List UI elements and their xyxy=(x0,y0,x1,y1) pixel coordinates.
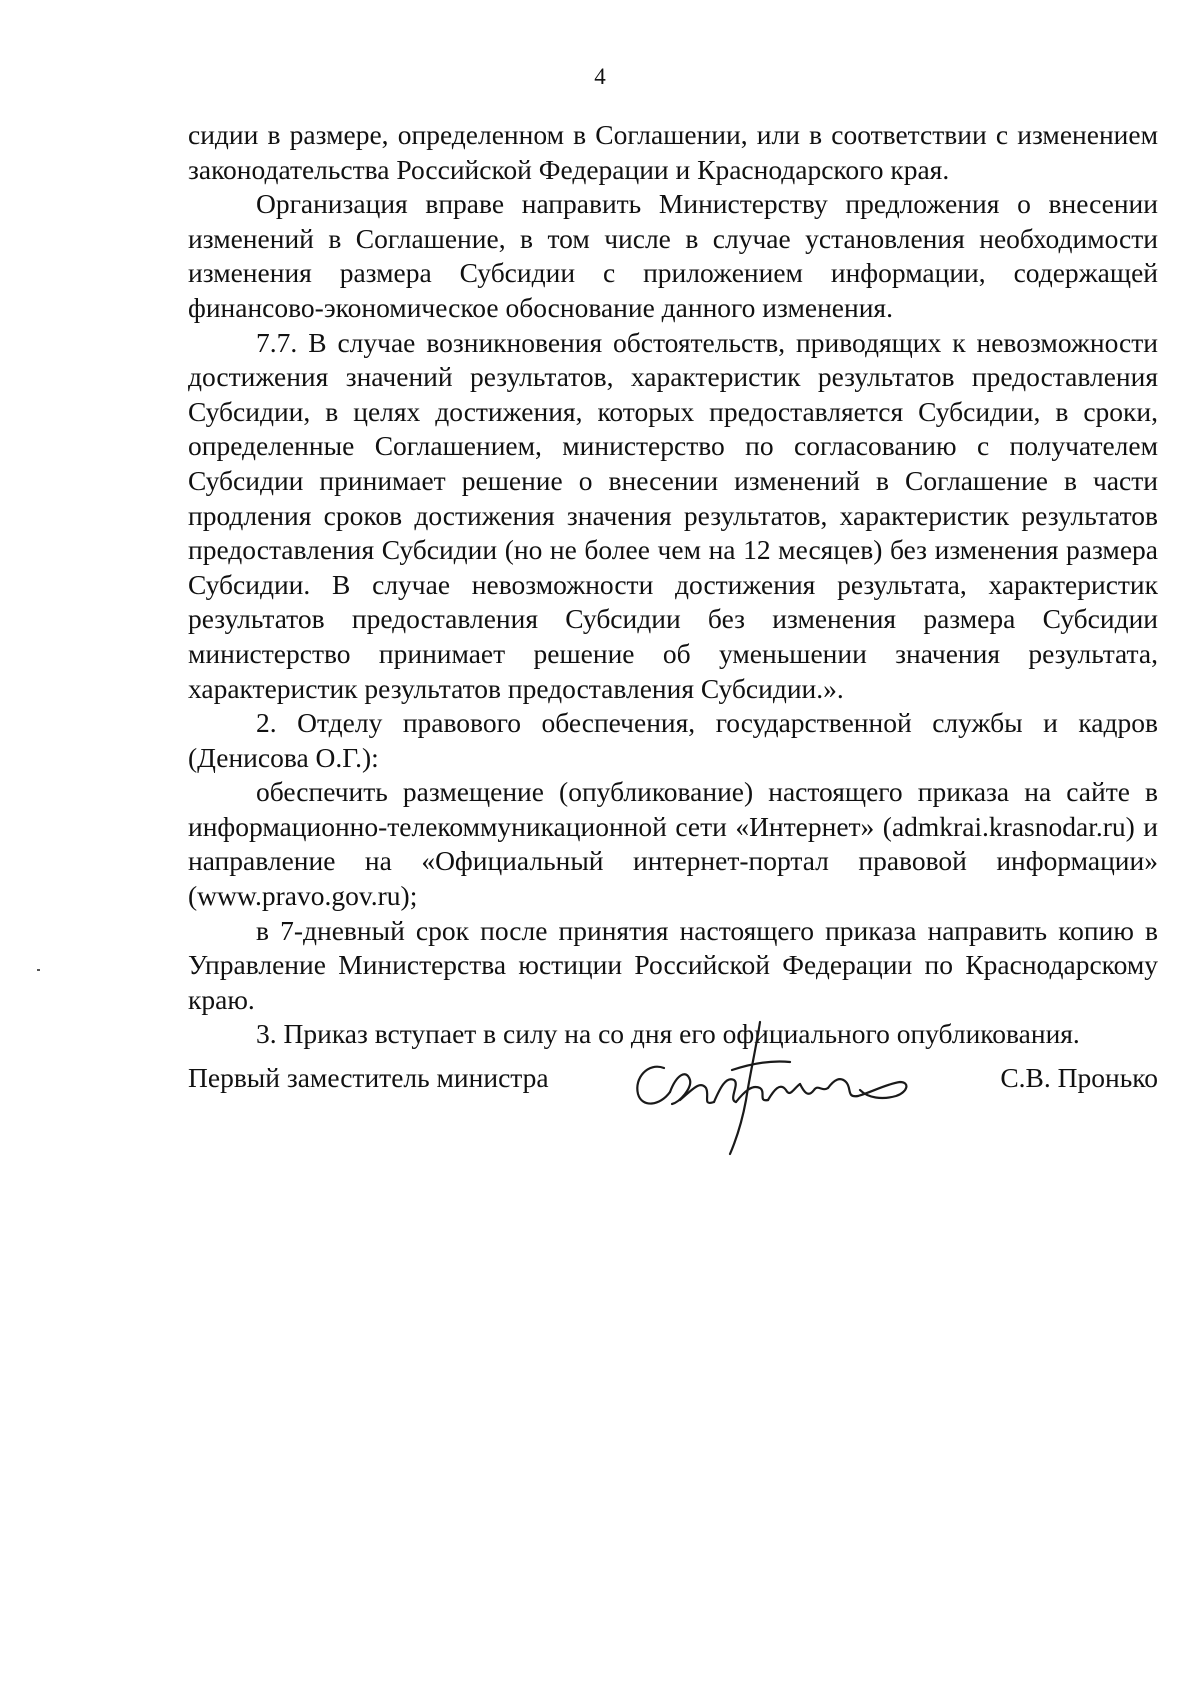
paragraph-publication: обеспечить размещение (опубликование) настоящего приказа на сайте в информационно-телекоммуникационной сети «Интернет» (admkrai.krasnodar.ru) и направление на «Официальный интернет-портал правовой информации» (www.pravo.gov.ru); xyxy=(188,776,1158,912)
paragraph-copy-to-ministry: в 7-дневный срок после принятия настоящего приказа направить копию в Управление Министерства юстиции Российской Федерации по Краснодарскому краю. xyxy=(188,914,1158,1015)
paragraph-7-7: 7.7. В случае возникновения обстоятельств, приводящих к невозможности достижения значений результатов, характеристик результатов предоставления Субсидии, в целях достижения, которых предоставляется Субсидии, в сроки, определенные Соглашением, министерство по согласованию с получателем Субсидии принимает решение о внесении изменений в Соглашение в части продления сроков достижения значения результатов, характеристик результатов предоставления Субсидии (но не более чем на 12 месяцев) без изменения размера Субсидии. В случае невозможности достижения результата, характеристик результатов предоставления Субсидии без изменения размера Субсидии министерство принимает решение об уменьшении значения результата, характеристик результатов предоставления Субсидии.». xyxy=(188,326,1158,704)
page-number: 4 xyxy=(594,64,606,89)
paragraph-item-2: 2. Отделу правового обеспечения, государственной службы и кадров (Денисова О.Г.): xyxy=(188,707,1158,773)
document-body xyxy=(188,118,1158,1052)
signer-title: Первый заместитель министра xyxy=(188,1062,549,1093)
handwritten-signature xyxy=(620,1018,920,1158)
signature-block xyxy=(188,1018,1158,1158)
paragraph-continuation: сидии в размере, определенном в Соглашении, или в соответствии с изменением законодательства Российской Федерации и Краснодарского края. xyxy=(188,119,1158,185)
paragraph-proposals: Организация вправе направить Министерству предложения о внесении изменений в Соглашение, в том числе в случае установления необходимости изменения размера Субсидии с приложением информации, содержащей финансово-экономическое обоснование данного изменения. xyxy=(188,188,1158,323)
scan-speck xyxy=(37,969,40,971)
paragraph-item-3: 3. Приказ вступает в силу на со дня его официального опубликования. xyxy=(256,1018,1080,1050)
signer-name: С.В. Пронько xyxy=(1000,1062,1158,1093)
